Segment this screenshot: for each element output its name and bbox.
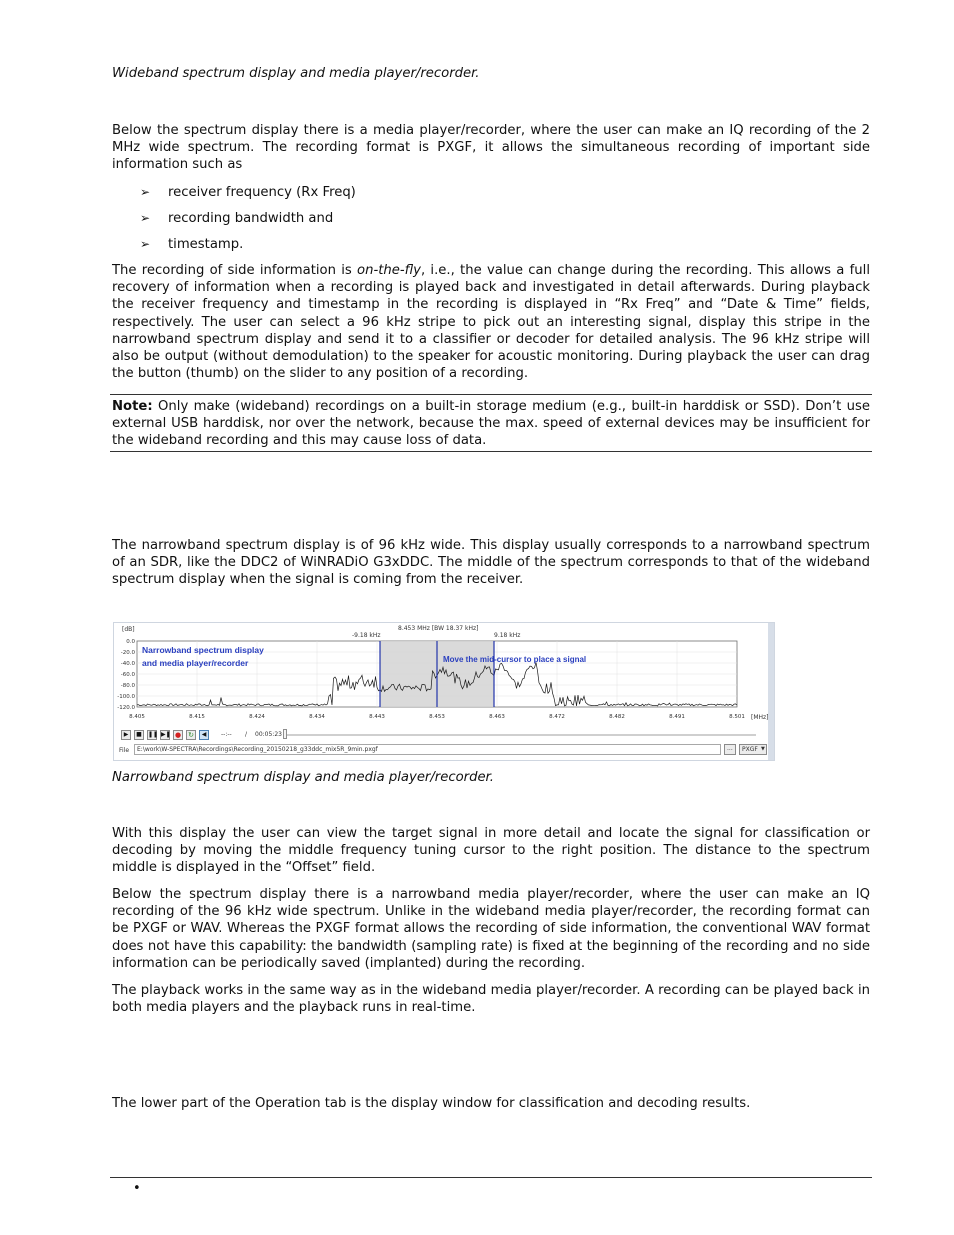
y-tick-label: -120.0 (117, 705, 135, 711)
file-path-text: E:\work\W-SPECTRA\Recordings\Recording_20150218_g33ddc_mix5R_9min.pxgf (137, 746, 378, 753)
note-bottom-rule (110, 451, 872, 452)
x-tick-label: 8.463 (489, 714, 505, 720)
x-tick-label: 8.472 (549, 714, 565, 720)
pause-button[interactable]: ❚❚ (148, 731, 159, 738)
x-tick-label: 8.482 (609, 714, 625, 720)
format-select[interactable] (739, 744, 767, 755)
list-item: ➢ receiver frequency (Rx Freq) (140, 185, 356, 200)
wideband-intro-paragraph: Below the spectrum display there is a media player/recorder, where the user can make an IQ recording of the 2 MHz wide spectrum. The recording format is PXGF, it allows the simultaneous recording of important side information such as (112, 123, 870, 173)
overlay-title-line-1: Narrowband spectrum display (142, 645, 264, 655)
y-tick-label: 0.0 (126, 639, 135, 645)
y-tick-label: -40.0 (120, 661, 135, 667)
x-tick-label: 8.415 (189, 714, 205, 720)
x-tick-label: 8.453 (429, 714, 445, 720)
file-label: File (119, 747, 130, 754)
y-tick-label: -100.0 (117, 694, 135, 700)
playback-slider-thumb[interactable] (283, 729, 287, 739)
narrowband-recorder-paragraph: Below the spectrum display there is a narrowband media player/recorder, where the user can make an IQ recording of the 96 kHz wide spectrum. Unlike in the wideband media player/recorder, the recording format can be PXGF or WAV. Whereas the PXGF format allows the recording of side information, the conventional WAV format does not have this capability: the bandwidth (sampling rate) is fixed at the beginning of the recording and no side information can be periodically saved (implanted) during the recording. (112, 887, 870, 971)
side-info-paragraph: The recording of side information is on-the-fly, i.e., the value can change during the recording. This allows a full recovery of information when a recording is played back and investigated in detail afterwards. During playback the receiver frequency and timestamp in the recording is displayed in “Rx Freq” and “Date & Time” fields, respectively. The user can select a 96 kHz stripe to pick out an interesting signal, display this stripe in the narrowband spectrum display and send it to a classifier or decoder for detailed analysis. The 96 kHz stripe will also be output (without demodulation) to the speaker for acoustic monitoring. During playback the user can drag the button (thumb) on the slider to any position of a recording. (112, 263, 870, 382)
time-current: --:-- (221, 731, 232, 738)
x-tick-label: 8.491 (669, 714, 685, 720)
narrowband-intro-paragraph: The narrowband spectrum display is of 96 kHz wide. This display usually corresponds to a narrowband spectrum of an SDR, like the DDC2 of WiNRADiO G3xDDC. The middle of the spectrum corresponds to that of the wideband spectrum display when the signal is coming from the receiver. (112, 538, 870, 588)
chevron-down-icon: ▼ (761, 746, 765, 752)
browse-button-label: ... (727, 745, 733, 752)
list-item: ➢ timestamp. (140, 237, 244, 252)
x-axis-ticks (129, 714, 745, 720)
play-button[interactable]: ▶ (121, 730, 131, 740)
stop-button[interactable]: ■ (134, 730, 144, 740)
on-the-fly-emphasis: on-the-fly (357, 263, 421, 278)
lower-part-paragraph: The lower part of the Operation tab is the display window for classification and decoding results. (112, 1096, 751, 1111)
note-top-rule (110, 394, 872, 395)
y-tick-label: -20.0 (120, 650, 135, 656)
right-offset-label: 9.18 kHz (494, 632, 521, 639)
format-select-value: PXGF (742, 746, 758, 753)
x-tick-label: 8.501 (729, 714, 745, 720)
playback-paragraph: The playback works in the same way as in the wideband media player/recorder. A recording can be played back in both media players and the playback runs in real-time. (112, 983, 870, 1016)
note-box: Note: Only make (wideband) recordings on a built-in storage medium (e.g., built-in harddisk or SSD). Don’t use external USB harddisk, nor over the network, because the max. speed of external devices may be insufficient for the wideband recording and this may cause loss of data. (112, 399, 870, 449)
time-total: 00:05:23 (255, 731, 282, 738)
list-item: ➢ recording bandwidth and (140, 211, 334, 226)
x-tick-label: 8.424 (249, 714, 265, 720)
y-tick-label: -80.0 (120, 683, 135, 689)
left-offset-label: -9.18 kHz (352, 632, 381, 639)
arrow-bullet-icon: ➢ (140, 185, 151, 199)
overlay-title-line-2: and media player/recorder (142, 658, 249, 668)
view-paragraph: With this display the user can view the target signal in more detail and locate the signal for classification or decoding by moving the middle frequency tuning cursor to the right position. The distance to the spectrum middle is displayed in the “Offset” field. (112, 826, 870, 876)
record-button[interactable]: ● (174, 731, 182, 739)
x-tick-label: 8.405 (129, 714, 145, 720)
speaker-button[interactable]: ◀ (199, 730, 209, 740)
x-tick-label: 8.434 (309, 714, 325, 720)
arrow-bullet-icon: ➢ (140, 237, 151, 251)
file-path-field[interactable] (134, 744, 721, 755)
loop-button[interactable]: ↻ (186, 730, 196, 740)
y-unit-label: [dB] (122, 626, 135, 633)
cursor-hint: Move the mid-cursor to place a signal (443, 655, 587, 664)
x-unit-label: [MHz] (751, 714, 769, 721)
y-tick-label: -60.0 (120, 672, 135, 678)
figure-caption-narrowband: Narrowband spectrum display and media player/recorder. (112, 770, 494, 785)
narrowband-spectrum-plot[interactable] (114, 623, 775, 723)
side-info-list (140, 184, 356, 262)
footer-bullet: • (133, 1181, 141, 1196)
narrowband-screenshot (113, 622, 775, 761)
playback-slider-track[interactable] (284, 734, 756, 736)
figure-caption-wideband: Wideband spectrum display and media player/recorder. (112, 66, 480, 81)
center-frequency-label: 8.453 MHz [BW 18.37 kHz] (398, 625, 479, 632)
arrow-bullet-icon: ➢ (140, 211, 151, 225)
x-tick-label: 8.443 (369, 714, 385, 720)
y-axis-ticks (117, 639, 135, 711)
time-separator: / (245, 731, 248, 738)
browse-button[interactable] (724, 744, 736, 755)
footer-rule (110, 1177, 872, 1178)
step-button[interactable]: ▶❚ (161, 731, 171, 738)
note-label: Note: (112, 399, 153, 414)
